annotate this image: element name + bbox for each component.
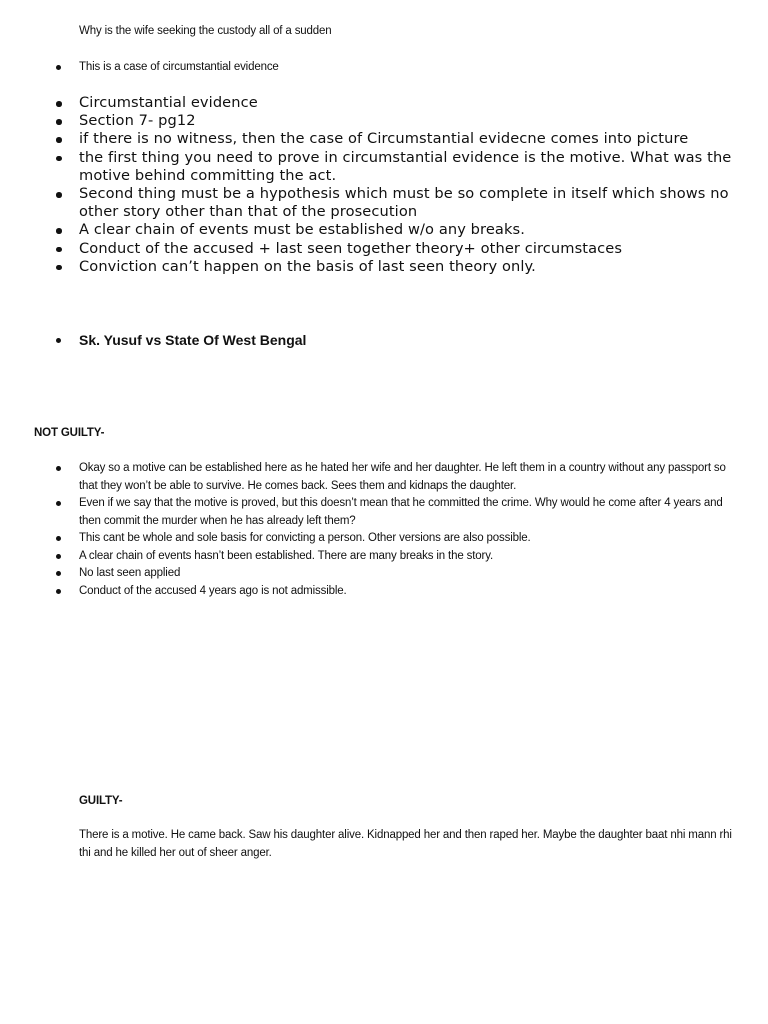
circumstantial-item: if there is no witness, then the case of Circumstantial evidecne comes into picture — [53, 130, 743, 148]
guilty-heading: GUILTY- — [79, 795, 123, 807]
circumstantial-item: A clear chain of events must be established w/o any breaks. — [53, 221, 743, 239]
not-guilty-item: Okay so a motive can be established here as he hated her wife and her daughter. He left them in a country without any passport so that they won’t be able to survive. He comes back. Sees them and kidnaps the daughter. — [53, 460, 745, 495]
circumstantial-list — [53, 94, 743, 276]
not-guilty-heading: NOT GUILTY- — [34, 427, 105, 439]
circumstantial-item: Section 7- pg12 — [53, 112, 743, 130]
circumstantial-item: Conduct of the accused + last seen together theory+ other circumstaces — [53, 240, 743, 258]
guilty-paragraph: There is a motive. He came back. Saw his daughter alive. Kidnapped her and then raped her. Maybe the daughter baat nhi mann rhi thi and he killed her out of sheer anger. — [79, 829, 732, 859]
not-guilty-item: This cant be whole and sole basis for convicting a person. Other versions are also possible. — [53, 530, 745, 548]
intro-list — [53, 59, 743, 77]
not-guilty-item: No last seen applied — [53, 565, 745, 583]
case-list — [53, 332, 743, 348]
circumstantial-item: Conviction can’t happen on the basis of last seen theory only. — [53, 258, 743, 276]
not-guilty-item: Conduct of the accused 4 years ago is not admissible. — [53, 583, 745, 601]
not-guilty-item: A clear chain of events hasn’t been established. There are many breaks in the story. — [53, 548, 745, 566]
not-guilty-item: Even if we say that the motive is proved, but this doesn’t mean that he committed the crime. Why would he come after 4 years and then commit the murder when he has already left them? — [53, 495, 745, 530]
circumstantial-item: the first thing you need to prove in circumstantial evidence is the motive. What was the motive behind committing the act. — [53, 149, 743, 185]
case-title: Sk. Yusuf vs State Of West Bengal — [53, 332, 743, 348]
intro-question: Why is the wife seeking the custody all of a sudden — [79, 25, 332, 37]
circumstantial-item: Circumstantial evidence — [53, 94, 743, 112]
intro-bullet: This is a case of circumstantial evidence — [53, 59, 743, 77]
not-guilty-list — [53, 460, 745, 600]
circumstantial-item: Second thing must be a hypothesis which must be so complete in itself which shows no other story other than that of the prosecution — [53, 185, 743, 221]
